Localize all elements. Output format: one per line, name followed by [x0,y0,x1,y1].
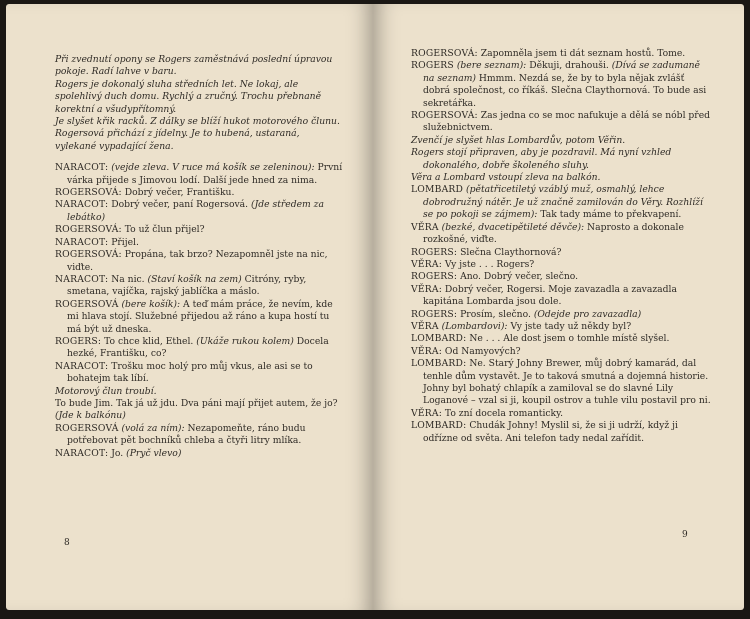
stage-direction-inline: (volá za ním): [121,422,185,434]
dialogue-line [55,199,343,224]
dialogue-line [411,184,711,221]
stage-direction-inline: (Staví košík na zem) [147,273,242,285]
dialogue-line [55,448,343,460]
line-text: Vy jste . . . Rogers? [444,258,535,270]
speaker-name: ROGERS: [411,246,458,258]
dialogue-line [55,224,343,236]
right-page [373,4,744,610]
speaker-name: ROGERSOVÁ [55,422,119,434]
page-number-right: 9 [682,530,688,540]
line-text: A teď mám práce, že nevím, kde mi hlava stojí. Služebné přijedou až ráno a kupa hostí tu má být už dneska. [67,298,333,335]
stage-direction: Motorový člun troubí. [55,385,157,397]
dialogue-line [411,284,711,309]
dialogue-lines-left [55,162,343,460]
stage-direction: Věra a Lombard vstoupí zleva na balkón. [411,172,601,184]
dialogue-line [55,187,343,199]
speaker-name: LOMBARD: [411,420,467,432]
stage-direction: Při zvednutí opony se Rogers zaměstnává poslední úpravou pokoje. Radí lahve v baru. [55,54,333,78]
speaker-name: VĚRA [411,221,439,233]
stage-direction-inline: (bere seznam): [456,60,527,72]
open-book [6,4,744,614]
page-number-left: 8 [64,538,70,548]
speaker-name: VĚRA: [411,407,442,419]
stage-direction-inline: (bezké, dvacetipětileté děvče): [441,221,585,233]
stage-direction-inline: (Jde středem za lebátko) [67,199,324,223]
line-text: To chce klid, Ethel. [104,335,194,347]
speaker-name: NARACOT: [55,447,109,459]
stage-direction-inline: (Pryč vlevo) [126,447,182,459]
line-text: Od Namyových? [444,345,521,357]
line-text: Ne. Starý Johny Brewer, můj dobrý kamarád, dal tenhle dům vystavět. Je to taková smutná a dojemná historie. Johny byl bohatý chlapík a zamiloval se do slavné Lily Loganové – vzal si ji, koupil ostrov a tuhle vilu postavil pro ni. [423,358,711,407]
speaker-name: NARACOT: [55,273,109,285]
dialogue-line [55,299,343,336]
line-text: Tak tady máme to překvapení. [540,209,682,221]
speaker-name: VĚRA: [411,283,442,295]
stage-direction: Zvenčí je slyšet hlas Lombardův, potom Věřin. [411,134,626,146]
speaker-name: LOMBARD: [411,358,467,370]
line-text: Zas jedna co se moc nafukuje a dělá se nóbl před služebnictvem. [423,110,711,134]
stage-direction-inline: (bere košík): [121,298,181,310]
speaker-name: VĚRA [411,320,439,332]
speaker-name: VĚRA: [411,345,442,357]
stage-direction-inline: (pětatřicetiletý vzáblý muž, osmahlý, lehce dobrodružný nátěr. Je už značně zamilován do Věry. Rozhlíží se po pokoji se zájmem): [423,184,703,221]
line-text: Ne . . . Ale dost jsem o tomhle místě slyšel. [469,333,670,345]
dialogue-line [411,321,711,333]
dialogue-line [411,259,711,271]
line-text: Dobrý večer, Rogersi. Moje zavazadla a zavazadla kapitána Lombarda jsou dole. [423,283,677,308]
dialogue-line [411,271,711,283]
line-text: Nezapomeňte, ráno budu potřebovat pět bochníků chleba a čtyři litry mlíka. [67,422,306,447]
dialogue-line [55,336,343,361]
line-text: To bude Jim. Tak já už jdu. Dva páni mají přijet autem, že jo? [55,397,338,409]
line-text: Dobrý večer, Františku. [124,187,235,199]
line-text: Zapomněla jsem ti dát seznam hostů. Tome. [480,48,686,59]
speaker-name: ROGERSOVÁ: [411,110,478,122]
dialogue-line [411,222,711,247]
line-text: Chudák Johny! Myslil si, že si ji udrží, když ji odříznе od světa. Ani telefon tady nedal zařídit. [423,420,678,444]
speaker-name: LOMBARD [411,184,464,196]
speaker-name: NARACOT: [55,236,109,248]
line-text: Vy jste tady už někdy byl? [510,320,632,332]
line-text: Jo. [111,447,124,459]
speaker-name: ROGERSOVÁ: [55,224,122,236]
dialogue-line [55,162,343,187]
left-column [55,54,343,460]
dialogue-line [55,423,343,448]
speaker-name: VĚRA: [411,258,442,270]
dialogue-line [411,309,711,321]
line-text: Hmmm. Nezdá se, že by to byla nějak zvlášť dobrá společnost, co říkáš. Slečna Claythornová. To bude asi sekretářka. [423,72,707,109]
stage-direction: (Jde k balkónu) [55,410,126,422]
line-text: Propána, tak brzo? Nezapomněl jste na nic, viďte. [67,249,328,273]
line-text: Trošku moc holý pro můj vkus, ale asi se to bohatejm tak líbí. [67,360,313,385]
speaker-name: ROGERS [411,60,454,72]
speaker-name: LOMBARD: [411,333,467,345]
dialogue-line [411,408,711,420]
dialogue-line [411,247,711,259]
line-text: To zní docela romanticky. [444,407,563,419]
dialogue-line [55,237,343,249]
line-text: První várka přijede s Jimovou lodí. Další jede hned za nima. [67,162,343,186]
speaker-name: ROGERSOVÁ: [55,249,122,261]
line-text: Na nic. [111,273,145,285]
stage-direction-inline: (Lombardovi): [441,320,508,332]
line-text: To už člun přijel? [124,224,205,236]
line-text: Dobrý večer, paní Rogersová. [111,199,249,211]
dialogue-line [411,60,711,110]
dialogue-line [411,420,711,445]
speaker-name: ROGERSOVÁ: [411,48,478,59]
speaker-name: ROGERSOVÁ: [55,187,122,199]
stage-direction: Rogers stojí připraven, aby je pozdravil. Má nyní vzhled dokonalého, dobře školeného sluhy. [411,147,672,171]
speaker-name: ROGERS: [411,308,458,320]
line-text: Citróny, ryby, smetana, vajíčka, rajský jablíčka a máslo. [67,273,307,298]
stage-direction-inline: (Dívá se zadumaně na seznam) [423,60,700,84]
stage-direction-inline: (vejde zleva. V ruce má košík se zeleninou): [111,162,315,174]
dialogue-lines-right [411,48,711,445]
dialogue-line [55,274,343,299]
dialogue-line [411,346,711,358]
right-column [411,48,711,445]
line-text: Naprosto a dokonale rozkošné, viďte. [423,221,684,246]
line-text: Prosím, slečno. [460,308,531,320]
dialogue-line [411,358,711,408]
stage-direction: Rogers je dokonalý sluha středních let. Ne lokaj, ale spolehlivý duch domu. Rychlý a zručný. Trochu přebnaně korektní a všudypřítomný. [55,78,322,115]
line-text: Přijel. [111,236,139,248]
stage-direction: Je slyšet křik racků. Z dálky se blíží hukot motorového člunu. [55,116,340,128]
left-page [6,4,373,610]
stage-direction-inline: (Ukáže rukou kolem) [196,335,294,347]
speaker-name: ROGERS: [411,271,458,283]
dialogue-line [411,333,711,345]
dialogue-line [411,110,711,135]
speaker-name: NARACOT: [55,360,109,372]
dialogue-line [55,398,343,410]
line-text: Slečna Claythornová? [460,246,562,258]
dialogue-line [55,361,343,386]
speaker-name: NARACOT: [55,199,109,211]
speaker-name: ROGERSOVÁ [55,298,119,310]
dialogue-line [55,249,343,274]
speaker-name: ROGERS: [55,335,102,347]
line-text: Děkuji, drahouši. [529,60,609,72]
speaker-name: NARACOT: [55,162,109,174]
line-text: Docela hezké, Františku, co? [67,335,329,360]
dialogue-line [411,48,711,60]
stage-direction-inline: (Odejde pro zavazadla) [533,308,642,320]
stage-direction: Rogersová přichází z jídelny. Je to hubená, ustaraná, vylekané vypadající žena. [55,128,300,152]
line-text: Ano. Dobrý večer, slečno. [460,271,579,283]
